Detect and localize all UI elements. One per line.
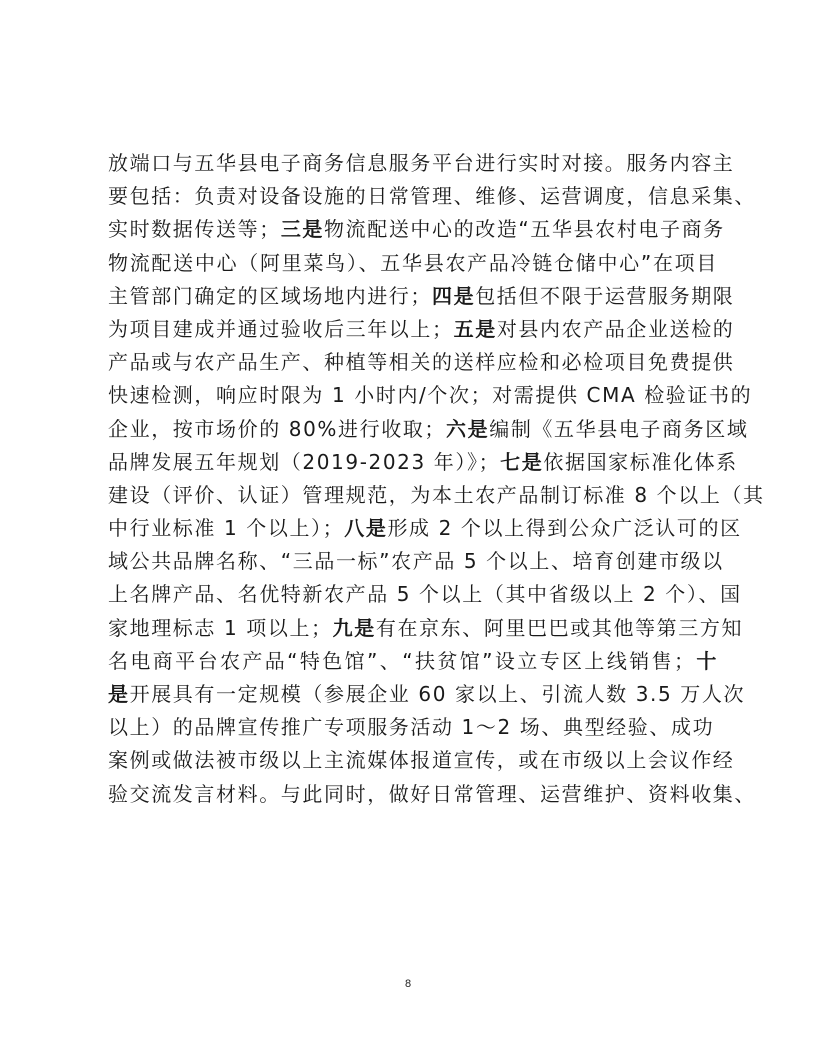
bold-ordinal: 是 xyxy=(108,682,130,706)
text-run: 主管部门确定的区域场地内进行； xyxy=(108,283,432,308)
text-run: 形成 2 个以上得到公众广泛认可的区 xyxy=(387,516,742,541)
text-run: 企业，按市场价的 80%进行收取； xyxy=(108,416,447,441)
text-line xyxy=(108,512,742,545)
text-line xyxy=(108,280,735,313)
text-line: 建设（评价、认证）管理规范，为本土农产品制订标准 8 个以上（其 xyxy=(108,482,765,507)
bold-ordinal: 七是 xyxy=(500,449,544,474)
text-line xyxy=(108,446,738,479)
text-run: 物流配送中心的改造“五华县农村电子商务 xyxy=(324,217,725,242)
bold-ordinal: 十 xyxy=(695,648,719,673)
page-number: 8 xyxy=(404,978,412,990)
text-run: 实时数据传送等； xyxy=(108,217,281,242)
text-line xyxy=(108,213,725,246)
bold-ordinal: 九是 xyxy=(332,615,376,640)
text-line xyxy=(108,413,749,446)
text-line xyxy=(108,645,718,678)
text-line: 域公共品牌名称、“三品一标”农产品 5 个以上、培育创建市级以 xyxy=(108,549,724,574)
text-run: 开展具有一定规模（参展企业 60 家以上、引流人数 3.5 万人次 xyxy=(129,682,746,706)
text-run: 为项目建成并通过验收后三年以上； xyxy=(108,316,454,341)
text-run: 编制《五华县电子商务区域 xyxy=(489,416,749,441)
text-line xyxy=(108,678,746,711)
bold-ordinal: 六是 xyxy=(446,416,490,441)
text-run: 名电商平台农产品“特色馆”、“扶贫馆”设立专区上线销售； xyxy=(108,648,696,673)
text-line: 物流配送中心（阿里菜鸟）、五华县农产品冷链仓储中心”在项目 xyxy=(108,250,718,275)
text-line: 验交流发言材料。与此同时，做好日常管理、运营维护、资料收集、 xyxy=(108,781,756,806)
text-line xyxy=(108,612,744,645)
text-run: 有在京东、阿里巴巴或其他等第三方知 xyxy=(375,615,744,640)
text-line: 案例或做法被市级以上主流媒体报道宣传，或在市级以上会议作经 xyxy=(108,748,735,773)
text-run: 对县内农产品企业送检的 xyxy=(496,316,735,341)
text-line: 产品或与农产品生产、种植等相关的送样应检和必检项目免费提供 xyxy=(108,350,735,375)
text-run: 中行业标准 1 个以上）； xyxy=(108,516,345,541)
text-run: 品牌发展五年规划（2019-2023 年）》； xyxy=(108,449,501,474)
text-line: 上名牌产品、名优特新农产品 5 个以上（其中省级以上 2 个）、国 xyxy=(108,582,742,607)
text-line: 快速检测，响应时限为 1 小时内/个次；对需提供 CMA 检验证书的 xyxy=(108,383,753,408)
bold-ordinal: 五是 xyxy=(453,316,497,341)
body-paragraph xyxy=(108,147,765,811)
text-run: 依据国家标准化体系 xyxy=(543,449,738,474)
bold-ordinal: 四是 xyxy=(432,283,476,308)
bold-ordinal: 三是 xyxy=(280,217,325,242)
text-run: 家地理标志 1 项以上； xyxy=(108,615,333,640)
text-line: 以上）的品牌宣传推广专项服务活动 1～2 场、典型经验、成功 xyxy=(108,715,715,740)
text-line: 要包括：负责对设备设施的日常管理、维修、运营调度，信息采集、 xyxy=(108,184,756,209)
text-line xyxy=(108,313,735,346)
text-line: 放端口与五华县电子商务信息服务平台进行实时对接。服务内容主 xyxy=(108,151,735,175)
bold-ordinal: 八是 xyxy=(344,516,388,541)
text-run: 包括但不限于运营服务期限 xyxy=(475,283,735,308)
